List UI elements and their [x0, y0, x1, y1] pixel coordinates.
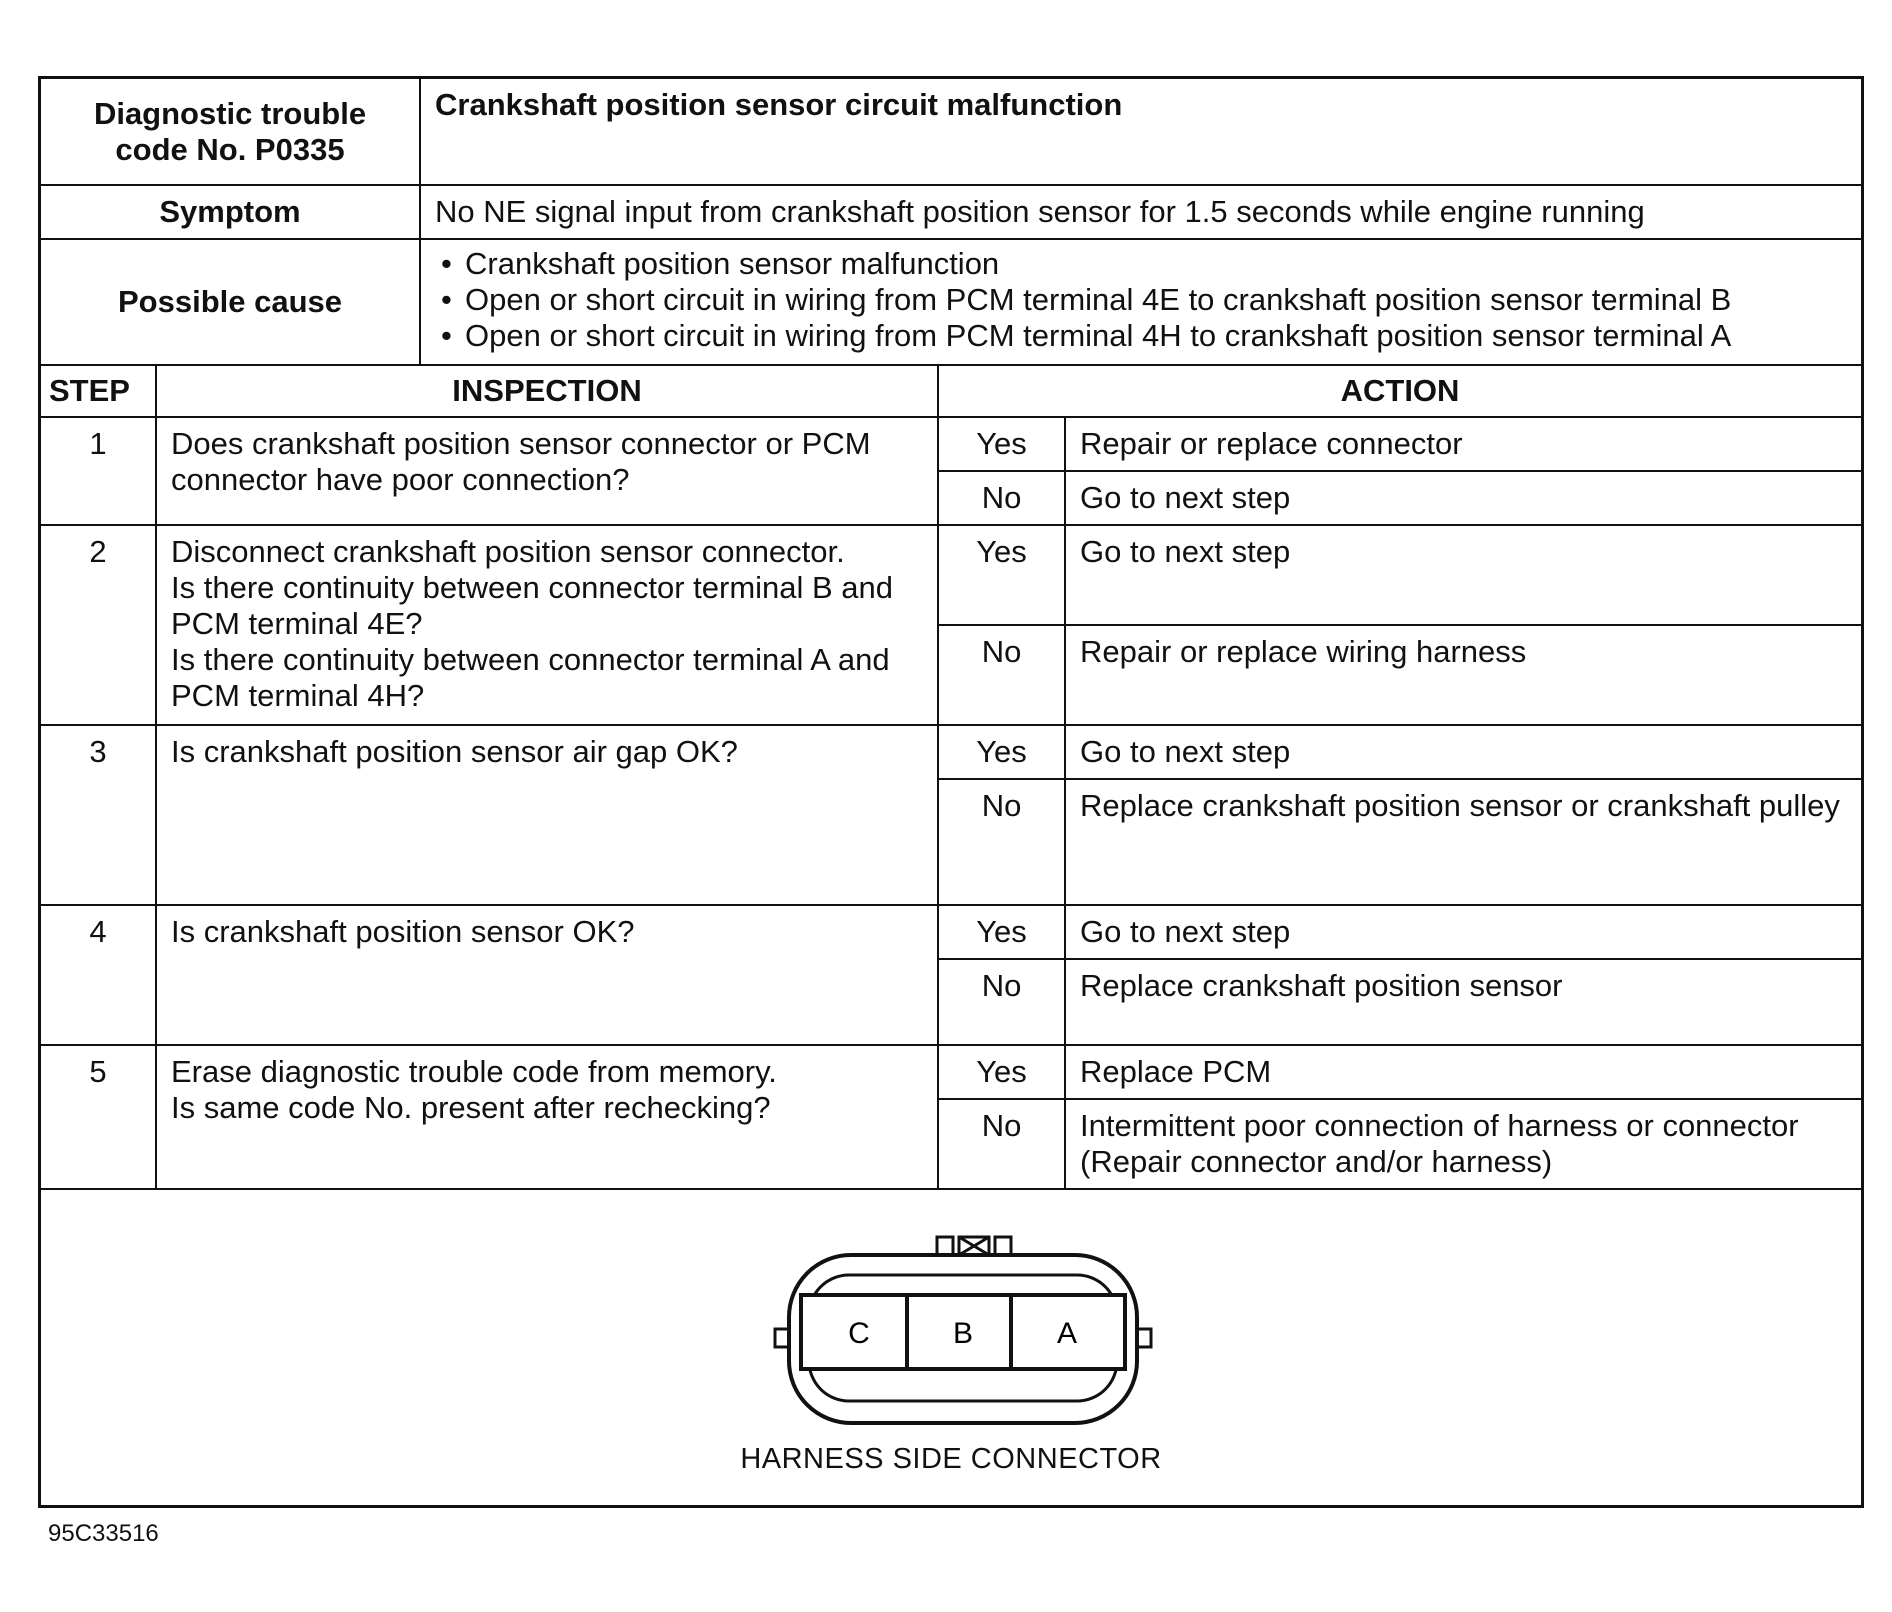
cause-item: • Open or short circuit in wiring from PCM terminal 4H to crankshaft position sensor terminal A	[435, 318, 1847, 354]
no-action: Go to next step	[1065, 471, 1861, 525]
symptom-text: No NE signal input from crankshaft position sensor for 1.5 seconds while engine running	[420, 185, 1861, 239]
diagnostic-table	[41, 79, 1861, 1190]
yes-label: Yes	[938, 525, 1065, 625]
harness-connector-diagram	[773, 1221, 1153, 1431]
column-header-row	[41, 365, 1861, 417]
connector-side-tab-right	[1137, 1329, 1151, 1347]
no-action: Repair or replace wiring harness	[1065, 625, 1861, 725]
step-inspection: Disconnect crankshaft position sensor connector. Is there continuity between connector terminal B and PCM terminal 4E? Is there continuity between connector terminal A and PCM terminal 4H?	[156, 525, 938, 725]
possible-cause-list	[435, 246, 1847, 354]
yes-label: Yes	[938, 1045, 1065, 1099]
diagnostic-table-frame	[38, 76, 1864, 1508]
terminal-a-label: A	[1056, 1317, 1078, 1350]
no-action: Replace crankshaft position sensor	[1065, 959, 1861, 1045]
yes-label: Yes	[938, 905, 1065, 959]
figure-id: 95C33516	[48, 1520, 159, 1547]
possible-cause-row	[41, 239, 1861, 365]
no-action: Intermittent poor connection of harness or connector (Repair connector and/or harness)	[1065, 1099, 1861, 1189]
symptom-row	[41, 185, 1861, 239]
terminal-c-label: C	[848, 1317, 870, 1350]
yes-label: Yes	[938, 417, 1065, 471]
no-label: No	[938, 1099, 1065, 1189]
no-label: No	[938, 625, 1065, 725]
connector-caption: HARNESS SIDE CONNECTOR	[740, 1443, 1162, 1475]
step-row-yes	[41, 725, 1861, 779]
yes-action: Replace PCM	[1065, 1045, 1861, 1099]
yes-label: Yes	[938, 725, 1065, 779]
dtc-code-label: Diagnostic trouble code No. P0335	[41, 79, 420, 185]
step-inspection: Is crankshaft position sensor OK?	[156, 905, 938, 1045]
step-number: 3	[41, 725, 156, 905]
connector-latch-tab	[937, 1237, 953, 1255]
step-row-yes	[41, 417, 1861, 471]
step-row-yes	[41, 525, 1861, 625]
step-row-yes	[41, 1045, 1861, 1099]
step-number: 5	[41, 1045, 156, 1189]
connector-diagram-area	[41, 1181, 1861, 1505]
step-number: 1	[41, 417, 156, 525]
connector-side-tab-left	[775, 1329, 789, 1347]
step-inspection: Is crankshaft position sensor air gap OK?	[156, 725, 938, 905]
step-number: 2	[41, 525, 156, 725]
step-inspection: Erase diagnostic trouble code from memory. Is same code No. present after rechecking?	[156, 1045, 938, 1189]
terminal-b-label: B	[952, 1317, 974, 1350]
yes-action: Go to next step	[1065, 725, 1861, 779]
step-number: 4	[41, 905, 156, 1045]
step-column-header: STEP	[41, 365, 156, 417]
no-label: No	[938, 471, 1065, 525]
inspection-column-header: INSPECTION	[156, 365, 938, 417]
symptom-label: Symptom	[41, 185, 420, 239]
yes-action: Go to next step	[1065, 525, 1861, 625]
connector-latch-tab	[995, 1237, 1011, 1255]
no-label: No	[938, 779, 1065, 905]
yes-action: Repair or replace connector	[1065, 417, 1861, 471]
yes-action: Go to next step	[1065, 905, 1861, 959]
no-label: No	[938, 959, 1065, 1045]
action-column-header: ACTION	[938, 365, 1861, 417]
no-action: Replace crankshaft position sensor or crankshaft pulley	[1065, 779, 1861, 905]
cause-item: • Open or short circuit in wiring from PCM terminal 4E to crankshaft position sensor terminal B	[435, 282, 1847, 318]
cause-item: • Crankshaft position sensor malfunction	[435, 246, 1847, 282]
step-inspection: Does crankshaft position sensor connector or PCM connector have poor connection?	[156, 417, 938, 525]
possible-cause-label: Possible cause	[41, 239, 420, 365]
step-row-yes	[41, 905, 1861, 959]
dtc-row	[41, 79, 1861, 185]
dtc-title: Crankshaft position sensor circuit malfunction	[420, 79, 1861, 185]
possible-cause-list-cell	[420, 239, 1861, 365]
